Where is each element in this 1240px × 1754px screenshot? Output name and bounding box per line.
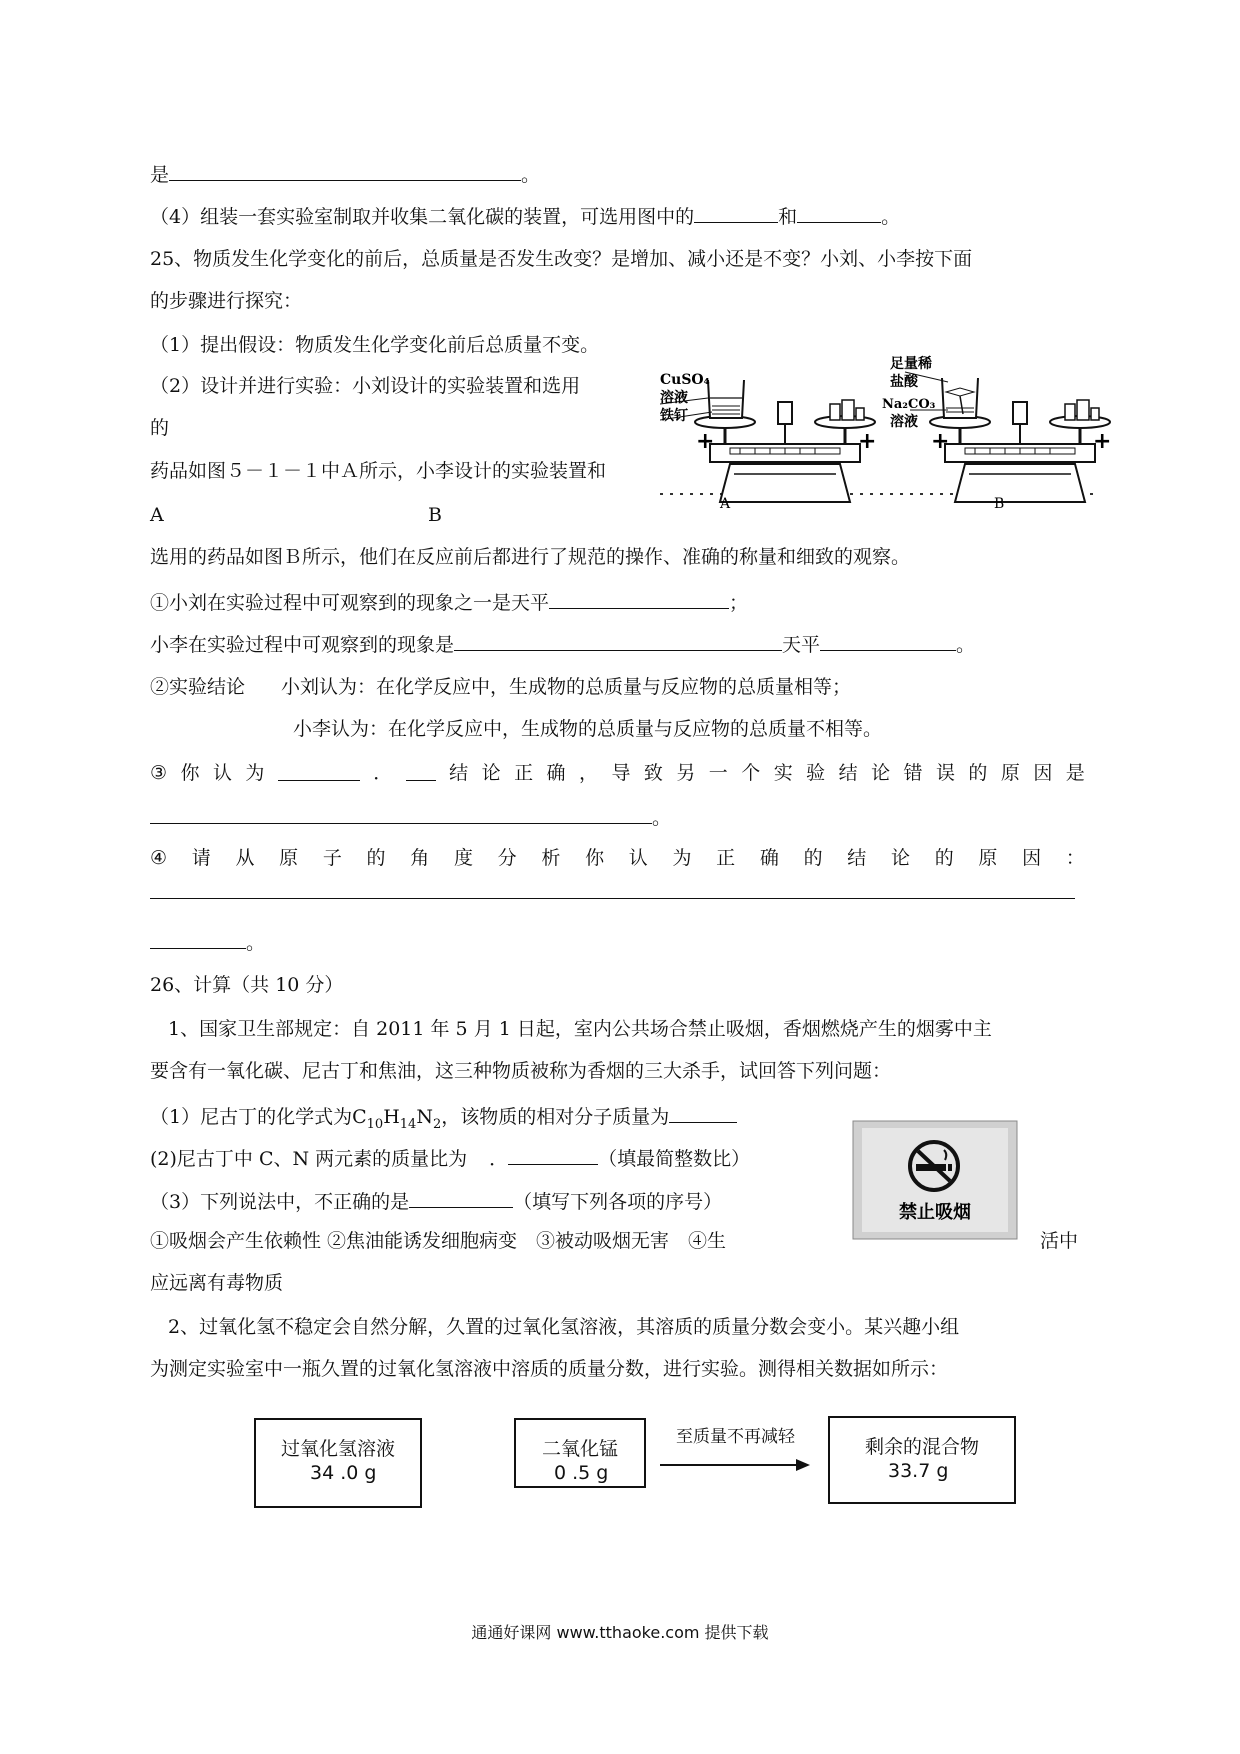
q25-obs2: 小李在实验过程中可观察到的现象是 天平 。 [150, 630, 975, 658]
answer-blank[interactable] [797, 202, 881, 223]
balance-a [660, 372, 876, 512]
q25-q4-answer-end: 。 [150, 928, 265, 956]
answer-blank[interactable] [508, 1144, 598, 1165]
svg-text:CuSO₄: CuSO₄ [660, 372, 710, 388]
box-manganese-dioxide: 二氧化锰 0 .5 g [514, 1418, 646, 1488]
answer-blank[interactable] [820, 630, 956, 651]
figure-caption-b: B [428, 504, 442, 526]
answer-blank[interactable] [406, 760, 436, 781]
svg-text:溶液: 溶液 [890, 414, 918, 430]
box-remaining-mixture: 剩余的混合物 33.7 g [828, 1416, 1016, 1504]
q25-q4-line: ④ 请 从 原 子 的 角 度 分 析 你 认 为 正 确 的 结 论 的 原 因 ： [150, 847, 1085, 869]
arrow-label: 至质量不再减轻 [676, 1427, 795, 1447]
q26-sub1: （1）尼古丁的化学式为$C_{10}H_{14}N_2$，该物质的相对分子质量为 [150, 1102, 737, 1138]
q25-intro-line1: 25、物质发生化学变化的前后，总质量是否发生改变？是增加、减小还是不变？小刘、小李按下面 [150, 248, 973, 270]
svg-text:+: + [858, 429, 877, 454]
svg-text:铁钉: 铁钉 [660, 408, 688, 424]
svg-text:足量稀: 足量稀 [890, 356, 932, 372]
q25-step2-b: 的 [150, 417, 170, 439]
answer-blank[interactable] [278, 760, 360, 781]
svg-text:+: + [696, 429, 715, 454]
answer-blank[interactable] [169, 160, 521, 181]
answer-blank[interactable] [150, 928, 246, 949]
q25-step2-d: 选用的药品如图Ｂ所示，他们在反应前后都进行了规范的操作、准确的称量和细致的观察。 [150, 546, 911, 568]
q26-options-tail: 活中 [1040, 1230, 1079, 1252]
q24-prefix: 是 [150, 164, 170, 186]
nicotine-formula: $C_{10}H_{14}N_2$ [352, 1106, 442, 1132]
figure-caption-a: A [150, 504, 164, 526]
q26-p2-line2: 为测定实验室中一瓶久置的过氧化氢溶液中溶质的质量分数，进行实验。测得相关数据如所示： [150, 1358, 949, 1380]
q26-options: ①吸烟会产生依赖性 ②焦油能诱发细胞病变 ③被动吸烟无害 ④生 [150, 1230, 727, 1252]
svg-text:Na₂CO₃: Na₂CO₃ [882, 397, 936, 412]
answer-blank[interactable] [549, 588, 729, 609]
arrow-right-icon [660, 1458, 812, 1472]
box-hydrogen-peroxide: 过氧化氢溶液 34 .0 g [254, 1418, 422, 1508]
answer-blank[interactable] [150, 898, 1075, 899]
q25-obs1: ①小刘在实验过程中可观察到的现象之一是天平 ； [150, 588, 748, 616]
footer-source: 通通好课网 www.tthaoke.com 提供下载 [471, 1623, 769, 1642]
q25-conclusion-li: 小李认为：在化学反应中，生成物的总质量与反应物的总质量不相等。 [293, 718, 883, 740]
answer-blank[interactable] [454, 630, 782, 651]
q26-sub3: （3）下列说法中，不正确的是 （填写下列各项的序号） [150, 1187, 722, 1215]
balance-b [882, 355, 1111, 512]
q26-options-next: 应远离有毒物质 [150, 1272, 284, 1294]
svg-text:+: + [1093, 429, 1112, 454]
q25-q3-line: ③ 你 认 为 ． 结 论 正 确 ， 导 致 另 一 个 实 验 结 论 错 误 的 原 因 是 [150, 762, 1085, 784]
q26-p1-line1: 1、国家卫生部规定：自 2011 年 5 月 1 日起，室内公共场合禁止吸烟，香烟燃烧产生的烟雾中主 [168, 1018, 992, 1040]
svg-text:溶液: 溶液 [660, 390, 688, 406]
no-smoking-sign-image [852, 1120, 1018, 1240]
svg-text:盐酸: 盐酸 [890, 374, 918, 390]
balance-experiment-figure [660, 352, 1120, 514]
answer-blank[interactable] [694, 202, 778, 223]
q26-sub2: (2)尼古丁中 C、N 两元素的质量比为 ． （填最简整数比） [150, 1144, 750, 1172]
q26-title: 26、计算（共 10 分） [150, 974, 344, 996]
q26-p2-line1: 2、过氧化氢不稳定会自然分解，久置的过氧化氢溶液，其溶质的质量分数会变小。某兴趣小组 [168, 1316, 960, 1338]
svg-text:B: B [994, 496, 1005, 512]
q26-p1-line2: 要含有一氧化碳、尼古丁和焦油，这三种物质被称为香烟的三大杀手，试回答下列问题： [150, 1060, 892, 1082]
svg-text:A: A [720, 496, 731, 512]
q24-answer-line: 是 。 [150, 160, 540, 188]
svg-text:禁止吸烟: 禁止吸烟 [899, 1202, 971, 1223]
q24-part4: （4）组装一套实验室制取并收集二氧化碳的装置，可选用图中的 和 。 [150, 202, 900, 230]
q25-step2-c: 药品如图５－１－１中Ａ所示，小李设计的实验装置和 [150, 460, 607, 482]
q25-intro-line2: 的步骤进行探究： [150, 290, 303, 312]
svg-text:+: + [931, 429, 950, 454]
answer-blank[interactable] [409, 1187, 513, 1208]
q25-step1: （1）提出假设：物质发生化学变化前后总质量不变。 [150, 334, 600, 356]
answer-blank[interactable] [150, 803, 652, 824]
q25-conclusion-liu: ②实验结论 小刘认为：在化学反应中，生成物的总质量与反应物的总质量相等； [150, 676, 852, 698]
answer-blank[interactable] [669, 1102, 737, 1123]
q25-q3-answer: 。 [150, 803, 671, 831]
q25-step2-a: （2）设计并进行实验：小刘设计的实验装置和选用 [150, 375, 581, 397]
